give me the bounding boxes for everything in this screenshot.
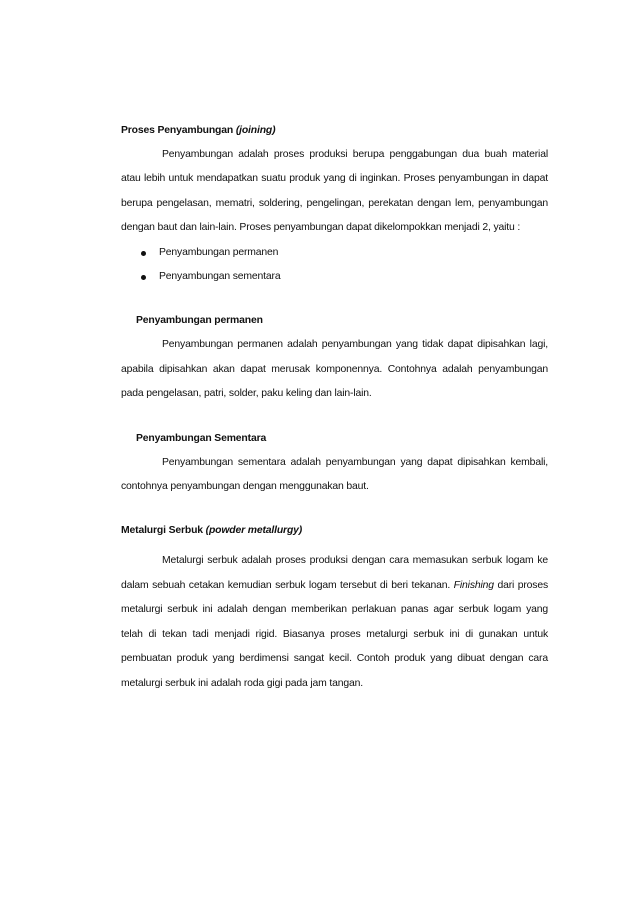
paragraph-metalurgi-italic: Finishing [453, 579, 494, 591]
list-item [121, 265, 548, 289]
paragraph-metalurgi-part1: Metalurgi serbuk adalah proses produksi dengan cara memasukan serbuk logam ke dalam sebuah cetakan kemudian serbuk logam tersebut di beri tekanan. [121, 555, 548, 591]
list-item-label: Penyambungan permanen [159, 246, 279, 258]
paragraph-permanen: Penyambungan permanen adalah penyambungan yang tidak dapat dipisahkan lagi, apabila dipisahkan akan dapat merusak komponennya. Contohnya adalah penyambungan pada pengelasan, patri, solder, paku keling dan lain-lain. [121, 339, 548, 400]
bullet-icon [141, 275, 146, 280]
bullet-icon [141, 251, 146, 256]
paragraph-metalurgi [121, 549, 548, 695]
heading-metalurgi [121, 519, 548, 543]
document-content [121, 119, 548, 696]
heading-metalurgi-italic: (powder metallurgy) [205, 525, 303, 537]
paragraph-sementara: Penyambungan sementara adalah penyambungan yang dapat dipisahkan kembali, contohnya penyambungan dengan menggunakan baut. [121, 456, 548, 493]
list-item-label: Penyambungan sementara [159, 271, 281, 283]
paragraph-joining: Penyambungan adalah proses produksi berupa penggabungan dua buah material atau lebih untuk mendapatkan suatu produk yang di inginkan. Proses penyambungan in dapat berupa pengelasan, mematri, soldering, pengelingan, perekatan dengan lem, penyambungan dengan baut dan lain-lain. Proses penyambungan dapat dikelompokkan menjadi 2, yaitu : [121, 149, 548, 234]
joining-types-list [121, 241, 548, 290]
heading-metalurgi-text: Metalurgi Serbuk [121, 525, 206, 537]
heading-joining-text: Proses Penyambungan [121, 125, 236, 136]
paragraph-metalurgi-part2: dari proses metalurgi serbuk ini adalah dengan memberikan perlakuan panas agar serbuk logam yang telah di tekan tadi menjadi rigid. Biasanya proses metalurgi serbuk ini di gunakan untuk pembuatan produk yang berdimensi sangat kecil. Contoh produk yang dibuat dengan cara metalurgi serbuk ini adalah roda gigi pada jam tangan. [121, 579, 548, 689]
heading-sementara: Penyambungan Sementara [136, 432, 267, 444]
heading-joining-italic: (joining) [235, 125, 276, 136]
heading-permanen: Penyambungan permanen [136, 315, 263, 327]
heading-joining [121, 119, 548, 143]
list-item [121, 241, 548, 265]
